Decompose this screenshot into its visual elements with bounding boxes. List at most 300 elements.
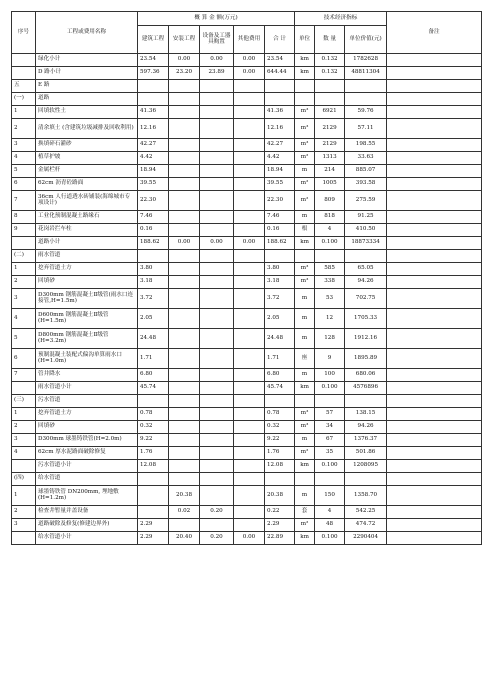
cell-total: 22.30 xyxy=(265,191,295,211)
cell-seq: 4 xyxy=(12,309,36,329)
cell-remark xyxy=(387,447,482,460)
cell-other xyxy=(234,106,265,119)
cell-total: 3.18 xyxy=(265,276,295,289)
cell-total xyxy=(265,93,295,106)
cell-install xyxy=(169,165,200,178)
estimate-table xyxy=(11,11,482,545)
cell-equipment xyxy=(200,309,234,329)
cell-qty: 128 xyxy=(315,329,345,349)
cell-seq: 1 xyxy=(12,106,36,119)
cell-building: 1.71 xyxy=(138,349,169,369)
cell-unit: m xyxy=(295,369,315,382)
cell-other xyxy=(234,460,265,473)
cell-equipment: 0.00 xyxy=(200,54,234,67)
cell-install xyxy=(169,460,200,473)
cell-unit-value: 65.05 xyxy=(345,263,387,276)
cell-building xyxy=(138,93,169,106)
cell-install: 23.20 xyxy=(169,67,200,80)
cell-building: 22.30 xyxy=(138,191,169,211)
cell-equipment xyxy=(200,139,234,152)
cell-total xyxy=(265,80,295,93)
cell-remark xyxy=(387,486,482,506)
cell-install xyxy=(169,80,200,93)
table-row xyxy=(12,309,482,329)
table-row xyxy=(12,165,482,178)
cell-qty: 0.132 xyxy=(315,67,345,80)
cell-unit: m xyxy=(295,309,315,329)
cell-unit: km xyxy=(295,460,315,473)
cell-unit: m xyxy=(295,211,315,224)
cell-name: 检查井暂量并盖设备 xyxy=(36,506,138,519)
cell-remark xyxy=(387,408,482,421)
header-install: 安装工程 xyxy=(169,26,200,54)
cell-unit-value: 680.06 xyxy=(345,369,387,382)
cell-qty: 1313 xyxy=(315,152,345,165)
table-row xyxy=(12,289,482,309)
cell-building: 3.18 xyxy=(138,276,169,289)
cell-qty: 6921 xyxy=(315,106,345,119)
cell-total: 9.22 xyxy=(265,434,295,447)
cell-other: 0.00 xyxy=(234,54,265,67)
table-row xyxy=(12,434,482,447)
cell-building xyxy=(138,473,169,486)
table-row xyxy=(12,263,482,276)
cell-name: 回填砂 xyxy=(36,421,138,434)
cell-install xyxy=(169,473,200,486)
cell-equipment: 23.89 xyxy=(200,67,234,80)
table-row xyxy=(12,250,482,263)
cell-other xyxy=(234,434,265,447)
cell-seq: 2 xyxy=(12,421,36,434)
cell-seq: 6 xyxy=(12,178,36,191)
cell-remark xyxy=(387,106,482,119)
table-row xyxy=(12,473,482,486)
cell-install xyxy=(169,309,200,329)
cell-unit-value: 410.50 xyxy=(345,224,387,237)
cell-qty xyxy=(315,473,345,486)
cell-name: 雨水管道 xyxy=(36,250,138,263)
cell-unit-value: 1208095 xyxy=(345,460,387,473)
cell-total: 41.36 xyxy=(265,106,295,119)
cell-equipment xyxy=(200,460,234,473)
header-unit: 单位 xyxy=(295,26,315,54)
table-row xyxy=(12,152,482,165)
table-row xyxy=(12,486,482,506)
table-row xyxy=(12,139,482,152)
cell-seq: 3 xyxy=(12,519,36,532)
cell-name: D800mm 钢筋混凝土Ⅱ级管(H=3.2m) xyxy=(36,329,138,349)
header-tech-group: 技术经济指标 xyxy=(295,12,387,26)
cell-unit-value: 138.15 xyxy=(345,408,387,421)
cell-install: 0.00 xyxy=(169,237,200,250)
cell-qty xyxy=(315,250,345,263)
cell-install xyxy=(169,106,200,119)
cell-total: 18.94 xyxy=(265,165,295,178)
cell-total: 3.80 xyxy=(265,263,295,276)
cell-equipment xyxy=(200,224,234,237)
cell-unit: km xyxy=(295,532,315,545)
cell-equipment xyxy=(200,191,234,211)
cell-other xyxy=(234,276,265,289)
cell-remark xyxy=(387,80,482,93)
cell-remark xyxy=(387,329,482,349)
cell-name: 62cm 厚水泥路面破除修复 xyxy=(36,447,138,460)
cell-building: 39.55 xyxy=(138,178,169,191)
cell-unit-value xyxy=(345,250,387,263)
cell-other: 0.00 xyxy=(234,67,265,80)
cell-unit-value: 1782628 xyxy=(345,54,387,67)
cell-total: 12.08 xyxy=(265,460,295,473)
cell-name: 回填砂 xyxy=(36,276,138,289)
cell-name: 花岗岩拦车柱 xyxy=(36,224,138,237)
table-row xyxy=(12,237,482,250)
cell-seq xyxy=(12,237,36,250)
cell-qty: 67 xyxy=(315,434,345,447)
cell-unit xyxy=(295,80,315,93)
cell-seq: (三) xyxy=(12,395,36,408)
cell-remark xyxy=(387,276,482,289)
cell-name: D300mm 球墨铸铁管(H=2.0m) xyxy=(36,434,138,447)
cell-unit: m² xyxy=(295,178,315,191)
cell-other xyxy=(234,349,265,369)
header-qty: 数 量 xyxy=(315,26,345,54)
table-row xyxy=(12,349,482,369)
cell-remark xyxy=(387,263,482,276)
cell-total: 23.54 xyxy=(265,54,295,67)
cell-equipment xyxy=(200,119,234,139)
header-unit-value: 单位价值(元) xyxy=(345,26,387,54)
cell-install xyxy=(169,369,200,382)
cell-name: 工业化预制混凝土路缘石 xyxy=(36,211,138,224)
cell-seq: 4 xyxy=(12,152,36,165)
cell-install xyxy=(169,329,200,349)
cell-unit-value xyxy=(345,473,387,486)
cell-remark xyxy=(387,250,482,263)
header-name: 工程或费用名称 xyxy=(36,12,138,54)
cell-total: 6.80 xyxy=(265,369,295,382)
cell-unit: m³ xyxy=(295,106,315,119)
cell-building: 0.32 xyxy=(138,421,169,434)
cell-qty: 338 xyxy=(315,276,345,289)
table-row xyxy=(12,382,482,395)
cell-remark xyxy=(387,460,482,473)
header-total: 合 计 xyxy=(265,26,295,54)
cell-seq xyxy=(12,382,36,395)
cell-unit: m xyxy=(295,329,315,349)
cell-seq: 7 xyxy=(12,369,36,382)
cell-seq: (二) xyxy=(12,250,36,263)
cell-total: 1.71 xyxy=(265,349,295,369)
cell-equipment xyxy=(200,486,234,506)
cell-name: 62cm 沥青砼路面 xyxy=(36,178,138,191)
cell-unit-value: 4576896 xyxy=(345,382,387,395)
cell-total: 12.16 xyxy=(265,119,295,139)
table-row xyxy=(12,80,482,93)
cell-name: 清余填土 (含建筑垃圾减排及回收利用) xyxy=(36,119,138,139)
cell-seq xyxy=(12,67,36,80)
cell-total: 24.48 xyxy=(265,329,295,349)
cell-unit: m³ xyxy=(295,119,315,139)
cell-other xyxy=(234,119,265,139)
cell-install xyxy=(169,395,200,408)
cell-total: 20.38 xyxy=(265,486,295,506)
cell-remark xyxy=(387,191,482,211)
cell-install: 0.00 xyxy=(169,54,200,67)
cell-total xyxy=(265,395,295,408)
cell-equipment xyxy=(200,106,234,119)
cell-equipment xyxy=(200,395,234,408)
cell-name: 污水管道 xyxy=(36,395,138,408)
cell-name: 挖弃管道土方 xyxy=(36,263,138,276)
cell-qty: 0.100 xyxy=(315,382,345,395)
cell-install xyxy=(169,178,200,191)
cell-name: 球墨铸铁管 DN200mm, 埋地敷(H=1.2m) xyxy=(36,486,138,506)
cell-remark xyxy=(387,519,482,532)
cell-building: 41.36 xyxy=(138,106,169,119)
table-body xyxy=(12,54,482,545)
table-row xyxy=(12,421,482,434)
cell-seq: 3 xyxy=(12,289,36,309)
cell-building: 4.42 xyxy=(138,152,169,165)
table-row xyxy=(12,506,482,519)
cell-qty: 150 xyxy=(315,486,345,506)
cell-other xyxy=(234,506,265,519)
cell-remark xyxy=(387,473,482,486)
cell-equipment xyxy=(200,349,234,369)
cell-qty: 0.100 xyxy=(315,237,345,250)
cell-seq: 1 xyxy=(12,486,36,506)
cell-unit-value: 198.55 xyxy=(345,139,387,152)
table-row xyxy=(12,395,482,408)
cell-building: 6.80 xyxy=(138,369,169,382)
cell-qty: 100 xyxy=(315,369,345,382)
cell-seq: 3 xyxy=(12,434,36,447)
cell-seq xyxy=(12,54,36,67)
cell-remark xyxy=(387,93,482,106)
cell-name: 给水管道 xyxy=(36,473,138,486)
cell-install xyxy=(169,447,200,460)
cell-unit-value: 1895.89 xyxy=(345,349,387,369)
cell-building: 2.29 xyxy=(138,532,169,545)
cell-unit-value: 702.75 xyxy=(345,289,387,309)
cell-equipment xyxy=(200,178,234,191)
cell-other xyxy=(234,289,265,309)
cell-remark xyxy=(387,421,482,434)
cell-total: 0.16 xyxy=(265,224,295,237)
cell-building: 0.78 xyxy=(138,408,169,421)
cell-unit-value: 1912.16 xyxy=(345,329,387,349)
cell-name: 植草护坡 xyxy=(36,152,138,165)
cell-equipment: 0.00 xyxy=(200,237,234,250)
cell-name: 绿化小计 xyxy=(36,54,138,67)
cell-install xyxy=(169,211,200,224)
cell-equipment xyxy=(200,519,234,532)
header-estimate-group: 概 算 金 额(万元) xyxy=(138,12,295,26)
cell-unit: m³ xyxy=(295,263,315,276)
cell-install xyxy=(169,276,200,289)
table-row xyxy=(12,369,482,382)
cell-install xyxy=(169,421,200,434)
cell-other xyxy=(234,152,265,165)
cell-remark xyxy=(387,289,482,309)
table-row xyxy=(12,460,482,473)
cell-name: 雨水管道小计 xyxy=(36,382,138,395)
cell-install: 20.40 xyxy=(169,532,200,545)
cell-name: 管井降水 xyxy=(36,369,138,382)
header-other: 其他费用 xyxy=(234,26,265,54)
cell-seq: 6 xyxy=(12,349,36,369)
cell-seq: 2 xyxy=(12,506,36,519)
cell-unit-value: 91.25 xyxy=(345,211,387,224)
cell-other xyxy=(234,382,265,395)
cell-unit: 座 xyxy=(295,349,315,369)
cell-equipment: 0.20 xyxy=(200,532,234,545)
cell-qty: 0.100 xyxy=(315,460,345,473)
cell-total: 3.72 xyxy=(265,289,295,309)
cell-equipment xyxy=(200,276,234,289)
cell-unit-value: 59.76 xyxy=(345,106,387,119)
cell-remark xyxy=(387,434,482,447)
cell-other xyxy=(234,447,265,460)
cell-seq: 4 xyxy=(12,447,36,460)
cell-install xyxy=(169,408,200,421)
cell-unit: m xyxy=(295,165,315,178)
cell-other xyxy=(234,421,265,434)
cell-other xyxy=(234,139,265,152)
cell-qty: 53 xyxy=(315,289,345,309)
cell-remark xyxy=(387,119,482,139)
cell-qty: 1005 xyxy=(315,178,345,191)
cell-qty: 4 xyxy=(315,224,345,237)
cell-total: 39.55 xyxy=(265,178,295,191)
cell-total: 42.27 xyxy=(265,139,295,152)
cell-unit: km xyxy=(295,382,315,395)
cell-remark xyxy=(387,152,482,165)
cell-name: 道路破除及修复(修建边界外) xyxy=(36,519,138,532)
cell-qty: 48 xyxy=(315,519,345,532)
cell-total xyxy=(265,473,295,486)
cell-building: 7.46 xyxy=(138,211,169,224)
cell-other xyxy=(234,369,265,382)
cell-qty: 12 xyxy=(315,309,345,329)
cell-install xyxy=(169,139,200,152)
cell-unit-value xyxy=(345,80,387,93)
cell-building: 3.80 xyxy=(138,263,169,276)
cell-install xyxy=(169,224,200,237)
cell-name: E 路 xyxy=(36,80,138,93)
cell-building: 24.48 xyxy=(138,329,169,349)
cell-remark xyxy=(387,139,482,152)
cell-total: 188.62 xyxy=(265,237,295,250)
cell-qty: 2129 xyxy=(315,119,345,139)
cell-remark xyxy=(387,382,482,395)
cell-remark xyxy=(387,309,482,329)
cell-total: 0.78 xyxy=(265,408,295,421)
cell-total: 0.22 xyxy=(265,506,295,519)
cell-qty: 0.132 xyxy=(315,54,345,67)
cell-total: 45.74 xyxy=(265,382,295,395)
cell-building: 597.36 xyxy=(138,67,169,80)
cell-qty: 57 xyxy=(315,408,345,421)
cell-equipment xyxy=(200,421,234,434)
cell-unit-value xyxy=(345,395,387,408)
cell-name: 预制混凝土装配式偏沟单算雨水口(H=1.0m) xyxy=(36,349,138,369)
table-row xyxy=(12,408,482,421)
cell-equipment xyxy=(200,211,234,224)
cell-qty: 585 xyxy=(315,263,345,276)
table-row xyxy=(12,93,482,106)
cell-other xyxy=(234,408,265,421)
table-row xyxy=(12,276,482,289)
table-row xyxy=(12,224,482,237)
cell-other xyxy=(234,250,265,263)
cell-other xyxy=(234,93,265,106)
cell-name: 道路小计 xyxy=(36,237,138,250)
cell-equipment xyxy=(200,434,234,447)
cell-install xyxy=(169,434,200,447)
cell-install xyxy=(169,289,200,309)
cell-remark xyxy=(387,349,482,369)
cell-remark xyxy=(387,224,482,237)
cell-remark xyxy=(387,395,482,408)
cell-equipment xyxy=(200,473,234,486)
cell-equipment xyxy=(200,369,234,382)
cell-building xyxy=(138,250,169,263)
cell-name: 36cm 人行道透水砖铺装(海绵城市专项设计) xyxy=(36,191,138,211)
table-row xyxy=(12,532,482,545)
table-row xyxy=(12,54,482,67)
cell-building: 0.16 xyxy=(138,224,169,237)
cell-building: 12.08 xyxy=(138,460,169,473)
cell-seq: 1 xyxy=(12,408,36,421)
cell-name: 挖弃管道土方 xyxy=(36,408,138,421)
cell-qty: 818 xyxy=(315,211,345,224)
table-row xyxy=(12,191,482,211)
cell-other xyxy=(234,309,265,329)
cell-building: 18.94 xyxy=(138,165,169,178)
table-row xyxy=(12,119,482,139)
cell-install xyxy=(169,349,200,369)
cell-seq: 3 xyxy=(12,139,36,152)
cell-equipment xyxy=(200,152,234,165)
cell-building: 2.05 xyxy=(138,309,169,329)
cell-unit: km xyxy=(295,237,315,250)
cell-install: 20.38 xyxy=(169,486,200,506)
cell-unit: km xyxy=(295,67,315,80)
cell-install xyxy=(169,93,200,106)
cell-install xyxy=(169,152,200,165)
cell-install xyxy=(169,191,200,211)
cell-equipment xyxy=(200,329,234,349)
cell-qty xyxy=(315,93,345,106)
cell-total: 4.42 xyxy=(265,152,295,165)
cell-remark xyxy=(387,67,482,80)
cell-equipment xyxy=(200,289,234,309)
cell-total: 1.76 xyxy=(265,447,295,460)
cell-unit: m³ xyxy=(295,421,315,434)
cell-remark xyxy=(387,178,482,191)
cell-qty xyxy=(315,80,345,93)
cell-total: 2.05 xyxy=(265,309,295,329)
cell-seq: (四) xyxy=(12,473,36,486)
cell-unit: m² xyxy=(295,447,315,460)
cell-remark xyxy=(387,237,482,250)
cell-seq: 五 xyxy=(12,80,36,93)
cell-unit-value: 474.72 xyxy=(345,519,387,532)
cell-equipment: 0.20 xyxy=(200,506,234,519)
cell-seq: (一) xyxy=(12,93,36,106)
cell-other xyxy=(234,80,265,93)
